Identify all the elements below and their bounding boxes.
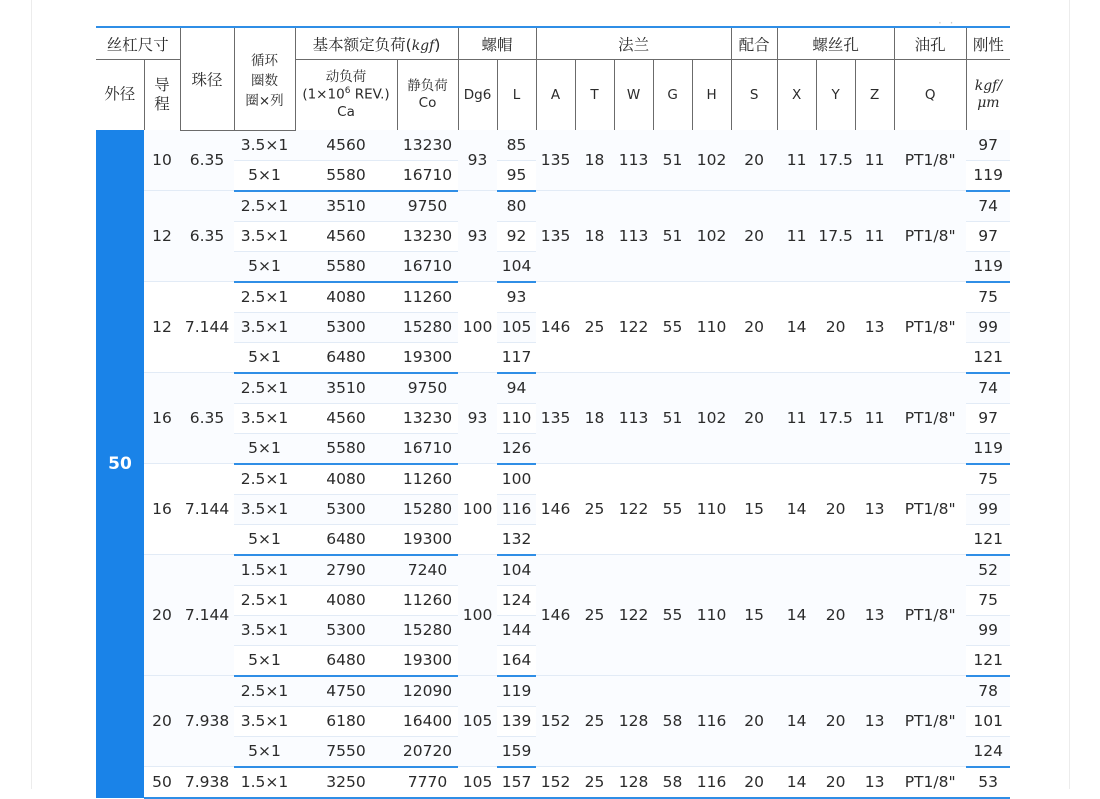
- Q-cell: PT1/8": [894, 282, 966, 373]
- W-cell: 122: [614, 282, 653, 373]
- dynamic-load-cell: 4080: [295, 464, 397, 495]
- dg6-cell: 100: [458, 464, 497, 555]
- H-cell: 110: [692, 464, 731, 555]
- L-cell: 100: [497, 464, 536, 495]
- W-cell: 122: [614, 555, 653, 676]
- T-cell: 25: [575, 767, 614, 798]
- dg6-cell: 93: [458, 191, 497, 282]
- T-cell: 18: [575, 373, 614, 464]
- X-cell: 11: [777, 373, 816, 464]
- rigidity-cell: 53: [966, 767, 1010, 798]
- dyn-sup: 6: [344, 86, 351, 97]
- dg6-cell: 93: [458, 130, 497, 191]
- table-row: [96, 373, 1010, 404]
- left-edge-line: [31, 0, 32, 789]
- T-cell: 25: [575, 555, 614, 676]
- A-cell: 135: [536, 130, 575, 191]
- dynamic-load-cell: 5300: [295, 312, 397, 342]
- Z-cell: 13: [855, 555, 894, 676]
- T-cell: 18: [575, 191, 614, 282]
- Y-cell: 20: [816, 767, 855, 798]
- rigidity-cell: 121: [966, 524, 1010, 555]
- H-cell: 116: [692, 767, 731, 798]
- Y-cell: 17.5: [816, 130, 855, 191]
- dynamic-load-cell: 4080: [295, 282, 397, 313]
- ball-dia-cell: 7.144: [180, 464, 234, 555]
- S-cell: 15: [731, 464, 777, 555]
- rigidity-cell: 78: [966, 676, 1010, 707]
- L-cell: 80: [497, 191, 536, 222]
- X-cell: 11: [777, 191, 816, 282]
- static-load-cell: 7240: [397, 555, 458, 586]
- circuits-cell: 3.5×1: [234, 403, 295, 433]
- Z-cell: 13: [855, 464, 894, 555]
- rigidity-cell: 101: [966, 706, 1010, 736]
- static-load-cell: 19300: [397, 524, 458, 555]
- load-title: 基本额定负荷(: [312, 35, 412, 54]
- W-cell: 122: [614, 464, 653, 555]
- spec-body: [96, 130, 1010, 798]
- dynamic-load-cell: 7550: [295, 736, 397, 767]
- circuits-cell: 5×1: [234, 524, 295, 555]
- circuits-cell: 3.5×1: [234, 706, 295, 736]
- oil-hole-header: 油孔: [894, 27, 966, 60]
- circuits-cell: 3.5×1: [234, 130, 295, 160]
- circuits-cell: 1.5×1: [234, 767, 295, 798]
- lead-cell: 20: [144, 676, 180, 767]
- X-cell: 11: [777, 130, 816, 191]
- S-cell: 20: [731, 373, 777, 464]
- Q-cell: PT1/8": [894, 676, 966, 767]
- G-cell: 58: [653, 767, 692, 798]
- S-cell: 20: [731, 676, 777, 767]
- L-cell: 104: [497, 555, 536, 586]
- dynamic-load-cell: 6180: [295, 706, 397, 736]
- rigidity-cell: 75: [966, 282, 1010, 313]
- rigidity-unit-header: [966, 60, 1010, 131]
- lead-header: [144, 60, 180, 131]
- L-cell: 144: [497, 615, 536, 645]
- X-cell: 14: [777, 282, 816, 373]
- static-load-cell: 13230: [397, 403, 458, 433]
- L-cell: 119: [497, 676, 536, 707]
- rig-unit-line-1: kgf/: [974, 77, 1003, 94]
- header-row-1: [96, 27, 1010, 60]
- H-header: H: [692, 60, 731, 131]
- rigidity-cell: 121: [966, 645, 1010, 676]
- ball-dia-cell: 6.35: [180, 373, 234, 464]
- H-cell: 110: [692, 282, 731, 373]
- dynamic-load-cell: 2790: [295, 555, 397, 586]
- table-row: [96, 555, 1010, 586]
- circuits-cell: 2.5×1: [234, 585, 295, 615]
- L-cell: 104: [497, 251, 536, 282]
- dyn-line-1: 动负荷: [325, 69, 367, 86]
- L-cell: 94: [497, 373, 536, 404]
- rigidity-cell: 52: [966, 555, 1010, 586]
- bolt-hole-header: 螺丝孔: [777, 27, 894, 60]
- circuits-cell: 5×1: [234, 645, 295, 676]
- S-cell: 20: [731, 767, 777, 798]
- S-cell: 20: [731, 191, 777, 282]
- rigidity-cell: 99: [966, 615, 1010, 645]
- rigidity-cell: 124: [966, 736, 1010, 767]
- X-cell: 14: [777, 555, 816, 676]
- circuits-line-3: 圈×列: [245, 92, 284, 109]
- T-cell: 18: [575, 130, 614, 191]
- dg6-cell: 100: [458, 282, 497, 373]
- table-row: [96, 130, 1010, 160]
- A-cell: 152: [536, 676, 575, 767]
- static-line-2: Co: [418, 95, 437, 111]
- Y-cell: 20: [816, 282, 855, 373]
- static-load-cell: 16710: [397, 433, 458, 464]
- circuits-cell: 1.5×1: [234, 555, 295, 586]
- L-cell: 92: [497, 221, 536, 251]
- W-cell: 128: [614, 767, 653, 798]
- dynamic-load-cell: 5580: [295, 251, 397, 282]
- right-edge-line: [1069, 0, 1070, 789]
- ball-dia-cell: 7.938: [180, 767, 234, 798]
- static-load-cell: 9750: [397, 373, 458, 404]
- A-cell: 146: [536, 464, 575, 555]
- S-header: S: [731, 60, 777, 131]
- load-unit: kgf: [411, 37, 435, 54]
- G-cell: 51: [653, 373, 692, 464]
- W-cell: 113: [614, 373, 653, 464]
- outer-dia-header: 外径: [96, 60, 144, 131]
- dyn-line-2b: REV.): [350, 86, 390, 103]
- load-close: ): [434, 35, 441, 54]
- lead-cell: 10: [144, 130, 180, 191]
- X-header: X: [777, 60, 816, 131]
- circuits-cell: 2.5×1: [234, 191, 295, 222]
- Z-cell: 11: [855, 373, 894, 464]
- outer-diameter-cell: 50: [96, 130, 144, 798]
- static-load-cell: 13230: [397, 221, 458, 251]
- rigidity-cell: 99: [966, 312, 1010, 342]
- static-load-cell: 12090: [397, 676, 458, 707]
- static-load-cell: 15280: [397, 615, 458, 645]
- H-cell: 110: [692, 555, 731, 676]
- lead-cell: 16: [144, 373, 180, 464]
- circuits-cell: 5×1: [234, 251, 295, 282]
- dynamic-load-cell: 5300: [295, 494, 397, 524]
- table-row: [96, 191, 1010, 222]
- Y-cell: 17.5: [816, 191, 855, 282]
- circuits-cell: 3.5×1: [234, 221, 295, 251]
- T-header: T: [575, 60, 614, 131]
- static-load-cell: 11260: [397, 282, 458, 313]
- Q-cell: PT1/8": [894, 767, 966, 798]
- ball-dia-cell: 6.35: [180, 191, 234, 282]
- H-cell: 116: [692, 676, 731, 767]
- L-cell: 159: [497, 736, 536, 767]
- lead-cell: 12: [144, 191, 180, 282]
- ball-dia-cell: 7.144: [180, 282, 234, 373]
- rigidity-cell: 97: [966, 221, 1010, 251]
- dg6-cell: 105: [458, 676, 497, 767]
- Y-cell: 20: [816, 555, 855, 676]
- T-cell: 25: [575, 676, 614, 767]
- rigidity-cell: 119: [966, 160, 1010, 191]
- L-header: L: [497, 60, 536, 131]
- dynamic-load-cell: 4560: [295, 403, 397, 433]
- Q-cell: PT1/8": [894, 555, 966, 676]
- dynamic-load-cell: 4750: [295, 676, 397, 707]
- dyn-line-2: [296, 86, 397, 103]
- G-cell: 55: [653, 282, 692, 373]
- dynamic-load-cell: 6480: [295, 524, 397, 555]
- dg6-cell: 93: [458, 373, 497, 464]
- circuits-cell: 2.5×1: [234, 373, 295, 404]
- circuits-header: [234, 27, 295, 130]
- lead-cell: 50: [144, 767, 180, 798]
- Q-cell: PT1/8": [894, 464, 966, 555]
- lead-cell: 12: [144, 282, 180, 373]
- T-cell: 25: [575, 282, 614, 373]
- Z-cell: 11: [855, 130, 894, 191]
- dynamic-load-cell: 4080: [295, 585, 397, 615]
- Z-cell: 13: [855, 676, 894, 767]
- Y-cell: 20: [816, 676, 855, 767]
- S-cell: 20: [731, 282, 777, 373]
- static-load-cell: 16400: [397, 706, 458, 736]
- L-cell: 117: [497, 342, 536, 373]
- static-load-cell: 7770: [397, 767, 458, 798]
- circuits-cell: 2.5×1: [234, 464, 295, 495]
- X-cell: 14: [777, 676, 816, 767]
- H-cell: 102: [692, 373, 731, 464]
- dynamic-load-cell: 4560: [295, 130, 397, 160]
- A-cell: 135: [536, 373, 575, 464]
- G-header: G: [653, 60, 692, 131]
- dyn-line-2a: (1×10: [302, 86, 345, 103]
- rigidity-cell: 97: [966, 130, 1010, 160]
- static-load-cell: 13230: [397, 130, 458, 160]
- L-cell: 110: [497, 403, 536, 433]
- static-load-header: [397, 60, 458, 131]
- circuits-cell: 3.5×1: [234, 615, 295, 645]
- A-header: A: [536, 60, 575, 131]
- static-load-cell: 19300: [397, 645, 458, 676]
- dynamic-load-cell: 3510: [295, 373, 397, 404]
- Q-cell: PT1/8": [894, 373, 966, 464]
- Z-cell: 13: [855, 282, 894, 373]
- L-cell: 116: [497, 494, 536, 524]
- dg6-cell: 100: [458, 555, 497, 676]
- flange-header: 法兰: [536, 27, 731, 60]
- G-cell: 55: [653, 464, 692, 555]
- Y-header: Y: [816, 60, 855, 131]
- circuits-cell: 5×1: [234, 736, 295, 767]
- circuits-cell: 5×1: [234, 342, 295, 373]
- dynamic-load-cell: 3510: [295, 191, 397, 222]
- static-load-cell: 11260: [397, 464, 458, 495]
- Y-cell: 17.5: [816, 373, 855, 464]
- ball-dia-header: 珠径: [180, 27, 234, 130]
- dynamic-load-cell: 6480: [295, 342, 397, 373]
- rigidity-cell: 74: [966, 373, 1010, 404]
- Q-cell: PT1/8": [894, 191, 966, 282]
- rigidity-cell: 99: [966, 494, 1010, 524]
- fit-header: 配合: [731, 27, 777, 60]
- circuits-line-2: 圈数: [251, 72, 279, 89]
- static-load-cell: 16710: [397, 160, 458, 191]
- lead-cell: 20: [144, 555, 180, 676]
- static-load-cell: 15280: [397, 494, 458, 524]
- rigidity-cell: 119: [966, 251, 1010, 282]
- Z-cell: 13: [855, 767, 894, 798]
- L-cell: 132: [497, 524, 536, 555]
- S-cell: 20: [731, 130, 777, 191]
- A-cell: 135: [536, 191, 575, 282]
- S-cell: 15: [731, 555, 777, 676]
- lead-line-1: 导: [154, 75, 170, 94]
- L-cell: 124: [497, 585, 536, 615]
- A-cell: 152: [536, 767, 575, 798]
- table-row: [96, 282, 1010, 313]
- T-cell: 25: [575, 464, 614, 555]
- W-cell: 113: [614, 130, 653, 191]
- dynamic-load-cell: 6480: [295, 645, 397, 676]
- dg6-header: Dg6: [458, 60, 497, 131]
- load-rating-header: [295, 27, 458, 60]
- circuits-line-1: 循环: [251, 52, 279, 69]
- table-row: [96, 464, 1010, 495]
- rigidity-cell: 119: [966, 433, 1010, 464]
- rig-unit-line-2: μm: [977, 95, 1000, 111]
- L-cell: 139: [497, 706, 536, 736]
- rigidity-cell: 75: [966, 464, 1010, 495]
- H-cell: 102: [692, 130, 731, 191]
- nut-header: 螺帽: [458, 27, 536, 60]
- X-cell: 14: [777, 767, 816, 798]
- dyn-line-3: Ca: [337, 103, 355, 120]
- L-cell: 157: [497, 767, 536, 798]
- ball-dia-cell: 7.144: [180, 555, 234, 676]
- static-line-1: 静负荷: [407, 78, 448, 95]
- table-row: [96, 767, 1010, 798]
- dynamic-load-cell: 5580: [295, 160, 397, 191]
- rigidity-header: 刚性: [966, 27, 1010, 60]
- W-header: W: [614, 60, 653, 131]
- rigidity-cell: 75: [966, 585, 1010, 615]
- circuits-cell: 5×1: [234, 433, 295, 464]
- L-cell: 105: [497, 312, 536, 342]
- circuits-cell: 2.5×1: [234, 282, 295, 313]
- Q-cell: PT1/8": [894, 130, 966, 191]
- ballscrew-spec-table: [96, 26, 1010, 799]
- W-cell: 113: [614, 191, 653, 282]
- circuits-cell: 3.5×1: [234, 312, 295, 342]
- static-load-cell: 15280: [397, 312, 458, 342]
- static-load-cell: 11260: [397, 585, 458, 615]
- Y-cell: 20: [816, 464, 855, 555]
- L-cell: 93: [497, 282, 536, 313]
- dynamic-load-cell: 5580: [295, 433, 397, 464]
- L-cell: 85: [497, 130, 536, 160]
- dynamic-load-cell: 4560: [295, 221, 397, 251]
- circuits-cell: 3.5×1: [234, 494, 295, 524]
- X-cell: 14: [777, 464, 816, 555]
- L-cell: 164: [497, 645, 536, 676]
- ellipsis-mark: · ·: [938, 16, 956, 30]
- Z-cell: 11: [855, 191, 894, 282]
- rigidity-cell: 121: [966, 342, 1010, 373]
- dynamic-load-cell: 5300: [295, 615, 397, 645]
- dynamic-load-cell: 3250: [295, 767, 397, 798]
- A-cell: 146: [536, 555, 575, 676]
- static-load-cell: 20720: [397, 736, 458, 767]
- L-cell: 95: [497, 160, 536, 191]
- Z-header: Z: [855, 60, 894, 131]
- H-cell: 102: [692, 191, 731, 282]
- rigidity-cell: 97: [966, 403, 1010, 433]
- G-cell: 55: [653, 555, 692, 676]
- G-cell: 51: [653, 130, 692, 191]
- circuits-cell: 2.5×1: [234, 676, 295, 707]
- table-row: [96, 676, 1010, 707]
- A-cell: 146: [536, 282, 575, 373]
- dg6-cell: 105: [458, 767, 497, 798]
- lead-line-2: 程: [154, 95, 170, 113]
- screw-size-header: 丝杠尺寸: [96, 27, 180, 60]
- rigidity-cell: 74: [966, 191, 1010, 222]
- static-load-cell: 16710: [397, 251, 458, 282]
- dynamic-load-header: [295, 60, 397, 131]
- Q-header: Q: [894, 60, 966, 131]
- L-cell: 126: [497, 433, 536, 464]
- ball-dia-cell: 7.938: [180, 676, 234, 767]
- ball-dia-cell: 6.35: [180, 130, 234, 191]
- static-load-cell: 9750: [397, 191, 458, 222]
- W-cell: 128: [614, 676, 653, 767]
- G-cell: 58: [653, 676, 692, 767]
- static-load-cell: 19300: [397, 342, 458, 373]
- circuits-cell: 5×1: [234, 160, 295, 191]
- lead-cell: 16: [144, 464, 180, 555]
- G-cell: 51: [653, 191, 692, 282]
